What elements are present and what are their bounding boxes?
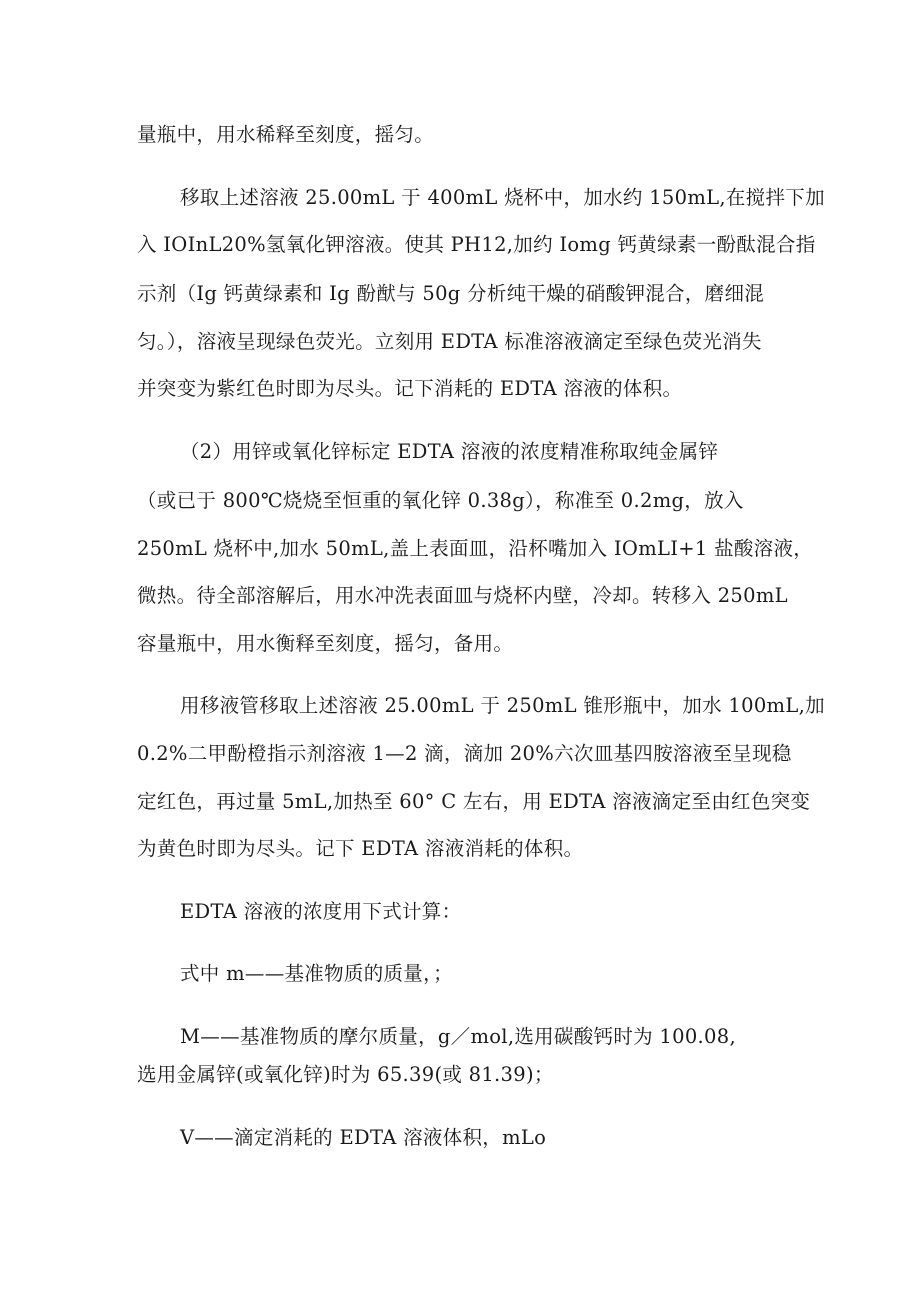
text-line: 容量瓶中，用水衡释至刻度，摇匀，备用。 [137, 632, 514, 655]
text-line: 250mL 烧杯中,加水 50mL,盖上表面皿，沿杯嘴加入 IOmLI+1 盐酸溶液， [137, 537, 814, 560]
text-line: EDTA 溶液的浓度用下式计算： [180, 900, 462, 923]
text-line: 定红色，再过量 5mL,加热至 60° C 左右，用 EDTA 溶液滴定至由红色突变 [137, 790, 811, 813]
text-line: M——基准物质的摩尔质量，g／mol,选用碳酸钙时为 100.08, [180, 1025, 736, 1048]
text-line: 微热。待全部溶解后，用水冲洗表面皿与烧杯内壁，冷却。转移入 250mL [137, 584, 788, 607]
text-line: 0.2%二甲酚橙指示剂溶液 1—2 滴，滴加 20%六次皿基四胺溶液至呈现稳 [137, 742, 792, 765]
text-line: 量瓶中，用水稀释至刻度，摇匀。 [137, 123, 435, 146]
text-line: 并突变为紫红色时即为尽头。记下消耗的 EDTA 溶液的体积。 [137, 377, 683, 400]
text-line: 入 IOInL20%氢氧化钾溶液。使其 PH12,加约 Iomg 钙黄绿素一酚酞混合指 [137, 233, 816, 256]
text-line: 选用金属锌(或氧化锌)时为 65.39(或 81.39)； [137, 1063, 554, 1086]
text-line: 移取上述溶液 25.00mL 于 400mL 烧杯中，加水约 150mL,在搅拌下加 [180, 186, 825, 209]
text-line: 示剂（Ig 钙黄绿素和 Ig 酚猷与 50g 分析纯干燥的硝酸钾混合，磨细混 [137, 282, 765, 305]
text-line: V——滴定消耗的 EDTA 溶液体积，mLo [180, 1126, 547, 1149]
text-line: （2）用锌或氧化锌标定 EDTA 溶液的浓度精准称取纯金属锌 [180, 440, 719, 463]
text-line: 匀。），溶液呈现绿色荧光。立刻用 EDTA 标准溶液滴定至绿色荧光消失 [137, 330, 762, 353]
text-line: （或已于 800℃烧烧至恒重的氧化锌 0.38g），称准至 0.2mg，放入 [137, 489, 744, 512]
text-line: 用移液管移取上述溶液 25.00mL 于 250mL 锥形瓶中，加水 100mL,加 [180, 694, 825, 717]
text-line: 为黄色时即为尽头。记下 EDTA 溶液消耗的体积。 [137, 837, 584, 860]
text-line: 式中 m——基准物质的质量，； [180, 962, 453, 985]
